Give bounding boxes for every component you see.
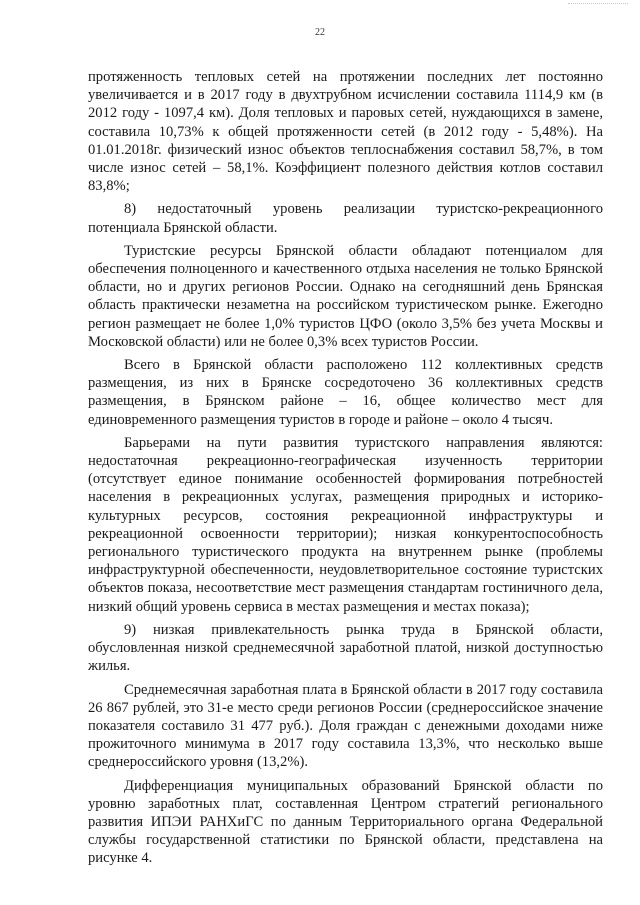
page-number: 22	[315, 27, 325, 38]
paragraph-barriers: Барьерами на пути развития туристского направления являются: недостаточная рекреационно-географическая изученность территории (отсутствует единое понимание особенностей формирования потребностей населения в рекреационных услугах, размещения природных и историко-культурных ресурсов, состояния рекреационной инфраструктуры и рекреационной освоенности территории); низкая конкурентоспособность регионального туристического продукта на внутреннем рынке (проблемы инфраструктурной обеспеченности, неудовлетворительное состояние туристских объектов показа, несоответствие мест размещения стандартам гостиничного дела, низкий общий уровень сервиса в местах размещения и местах показа);	[88, 434, 603, 615]
scan-edge-mark	[568, 3, 628, 4]
document-body	[88, 68, 603, 873]
paragraph-heat-networks: протяженность тепловых сетей на протяжении последних лет постоянно увеличивается и в 2017 году в двухтрубном исчислении составила 1114,9 км (в 2012 году - 1097,4 км). Доля тепловых и паровых сетей, нуждающихся в замене, составила 10,73% к общей протяженности сетей (в 2012 году - 5,48%). На 01.01.2018г. физический износ объектов теплоснабжения составил 58,7%, в том числе износ сетей – 58,1%. Коэффициент полезного действия котлов составил 83,8%;	[88, 69, 603, 195]
paragraph-accommodation: Всего в Брянской области расположено 112 коллективных средств размещения, из них в Брянске сосредоточено 36 коллективных средств размещения, в Брянском районе – 16, общее количество мест для единовременного размещения туристов в городе и районе – около 4 тысяч.	[88, 357, 603, 428]
paragraph-item-8-tourism: 8) недостаточный уровень реализации туристско-рекреационного потенциала Брянской области.	[88, 201, 603, 236]
paragraph-differentiation: Дифференциация муниципальных образований Брянской области по уровню заработных плат, составленная Центром стратегий регионального развития ИПЭИ РАНХиГС по данным Территориального органа Федеральной службы государственной статистики по Брянской области, представлена на рисунке 4.	[88, 777, 603, 867]
paragraph-average-salary: Среднемесячная заработная плата в Брянской области в 2017 году составила 26 867 рублей, это 31-е место среди регионов России (среднероссийское значение показателя составило 31 477 руб.). Доля граждан с денежными доходами ниже прожиточного минимума в 2017 году составила 13,3%, что несколько выше среднероссийского уровня (13,2%).	[88, 681, 603, 771]
paragraph-item-9-labor-market: 9) низкая привлекательность рынка труда в Брянской области, обусловленная низкой среднемесячной заработной платой, низкой доступностью жилья.	[88, 621, 603, 675]
paragraph-tourist-resources: Туристские ресурсы Брянской области обладают потенциалом для обеспечения полноценного и качественного отдыха населения не только Брянской области, но и других регионов России. Однако на сегодняшний день Брянская область практически незаметна на российском туристическом рынке. Ежегодно регион размещает не более 1,0% туристов ЦФО (около 3,5% без учета Москвы и Московской области) или не более 0,3% всех туристов России.	[88, 242, 603, 350]
